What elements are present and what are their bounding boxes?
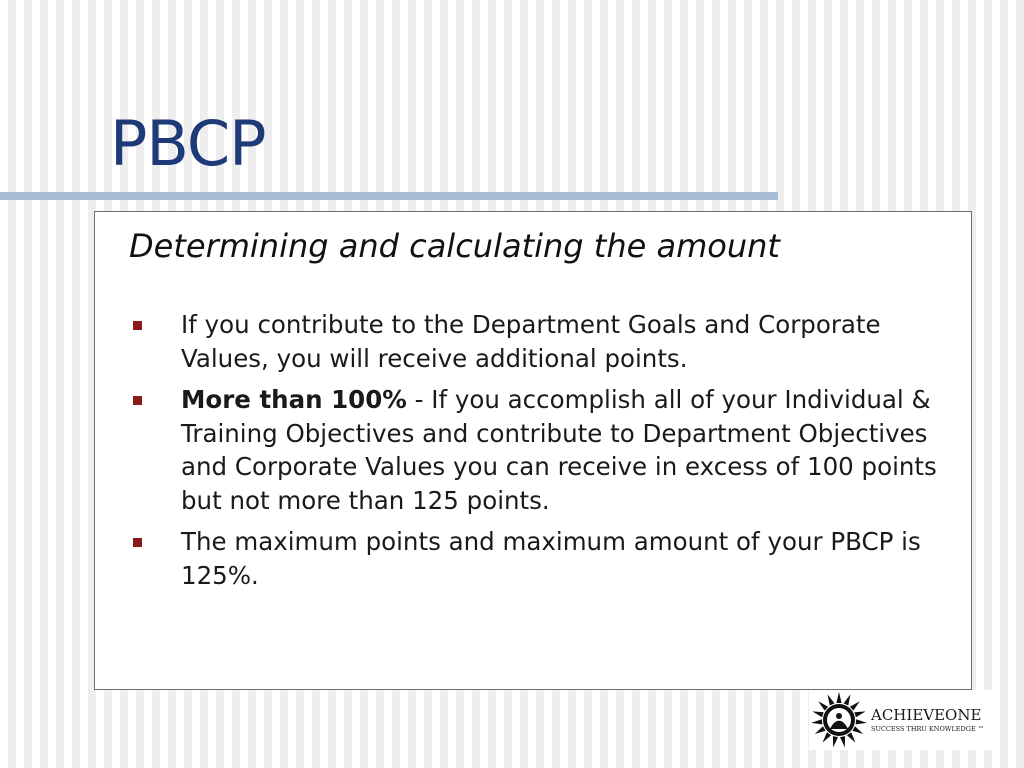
slide-subtitle: Determining and calculating the amount xyxy=(129,227,780,265)
achieveone-emblem-icon xyxy=(809,690,869,750)
bullet-item xyxy=(95,525,965,592)
bullet-bold-lead: More than 100% xyxy=(181,385,407,414)
logo-text xyxy=(871,707,984,734)
square-bullet-icon xyxy=(133,538,142,547)
bullet-text-body: The maximum points and maximum amount of your PBCP is 125%. xyxy=(181,527,921,590)
bullet-text xyxy=(181,527,921,590)
logo-name: ACHIEVEONE xyxy=(871,705,982,724)
square-bullet-icon xyxy=(133,396,142,405)
bullet-text xyxy=(181,310,881,373)
title-underline-rule xyxy=(0,192,778,200)
bullet-item xyxy=(95,383,965,517)
bullet-list xyxy=(95,308,965,600)
bullet-text-body: If you contribute to the Department Goals and Corporate Values, you will receive additional points. xyxy=(181,310,881,373)
square-bullet-icon xyxy=(133,321,142,330)
bullet-text-body: - If you accomplish all of your Individual & Training Objectives and contribute to Department Objectives and Corporate Values you can receive in excess of 100 points but not more than 125 points. xyxy=(181,385,937,515)
achieveone-logo xyxy=(809,690,999,750)
bullet-text xyxy=(181,385,937,515)
logo-tagline: SUCCESS THRU KNOWLEDGE ™ xyxy=(871,724,985,733)
content-box xyxy=(94,211,972,690)
bullet-item xyxy=(95,308,965,375)
slide-title: PBCP xyxy=(110,107,266,180)
